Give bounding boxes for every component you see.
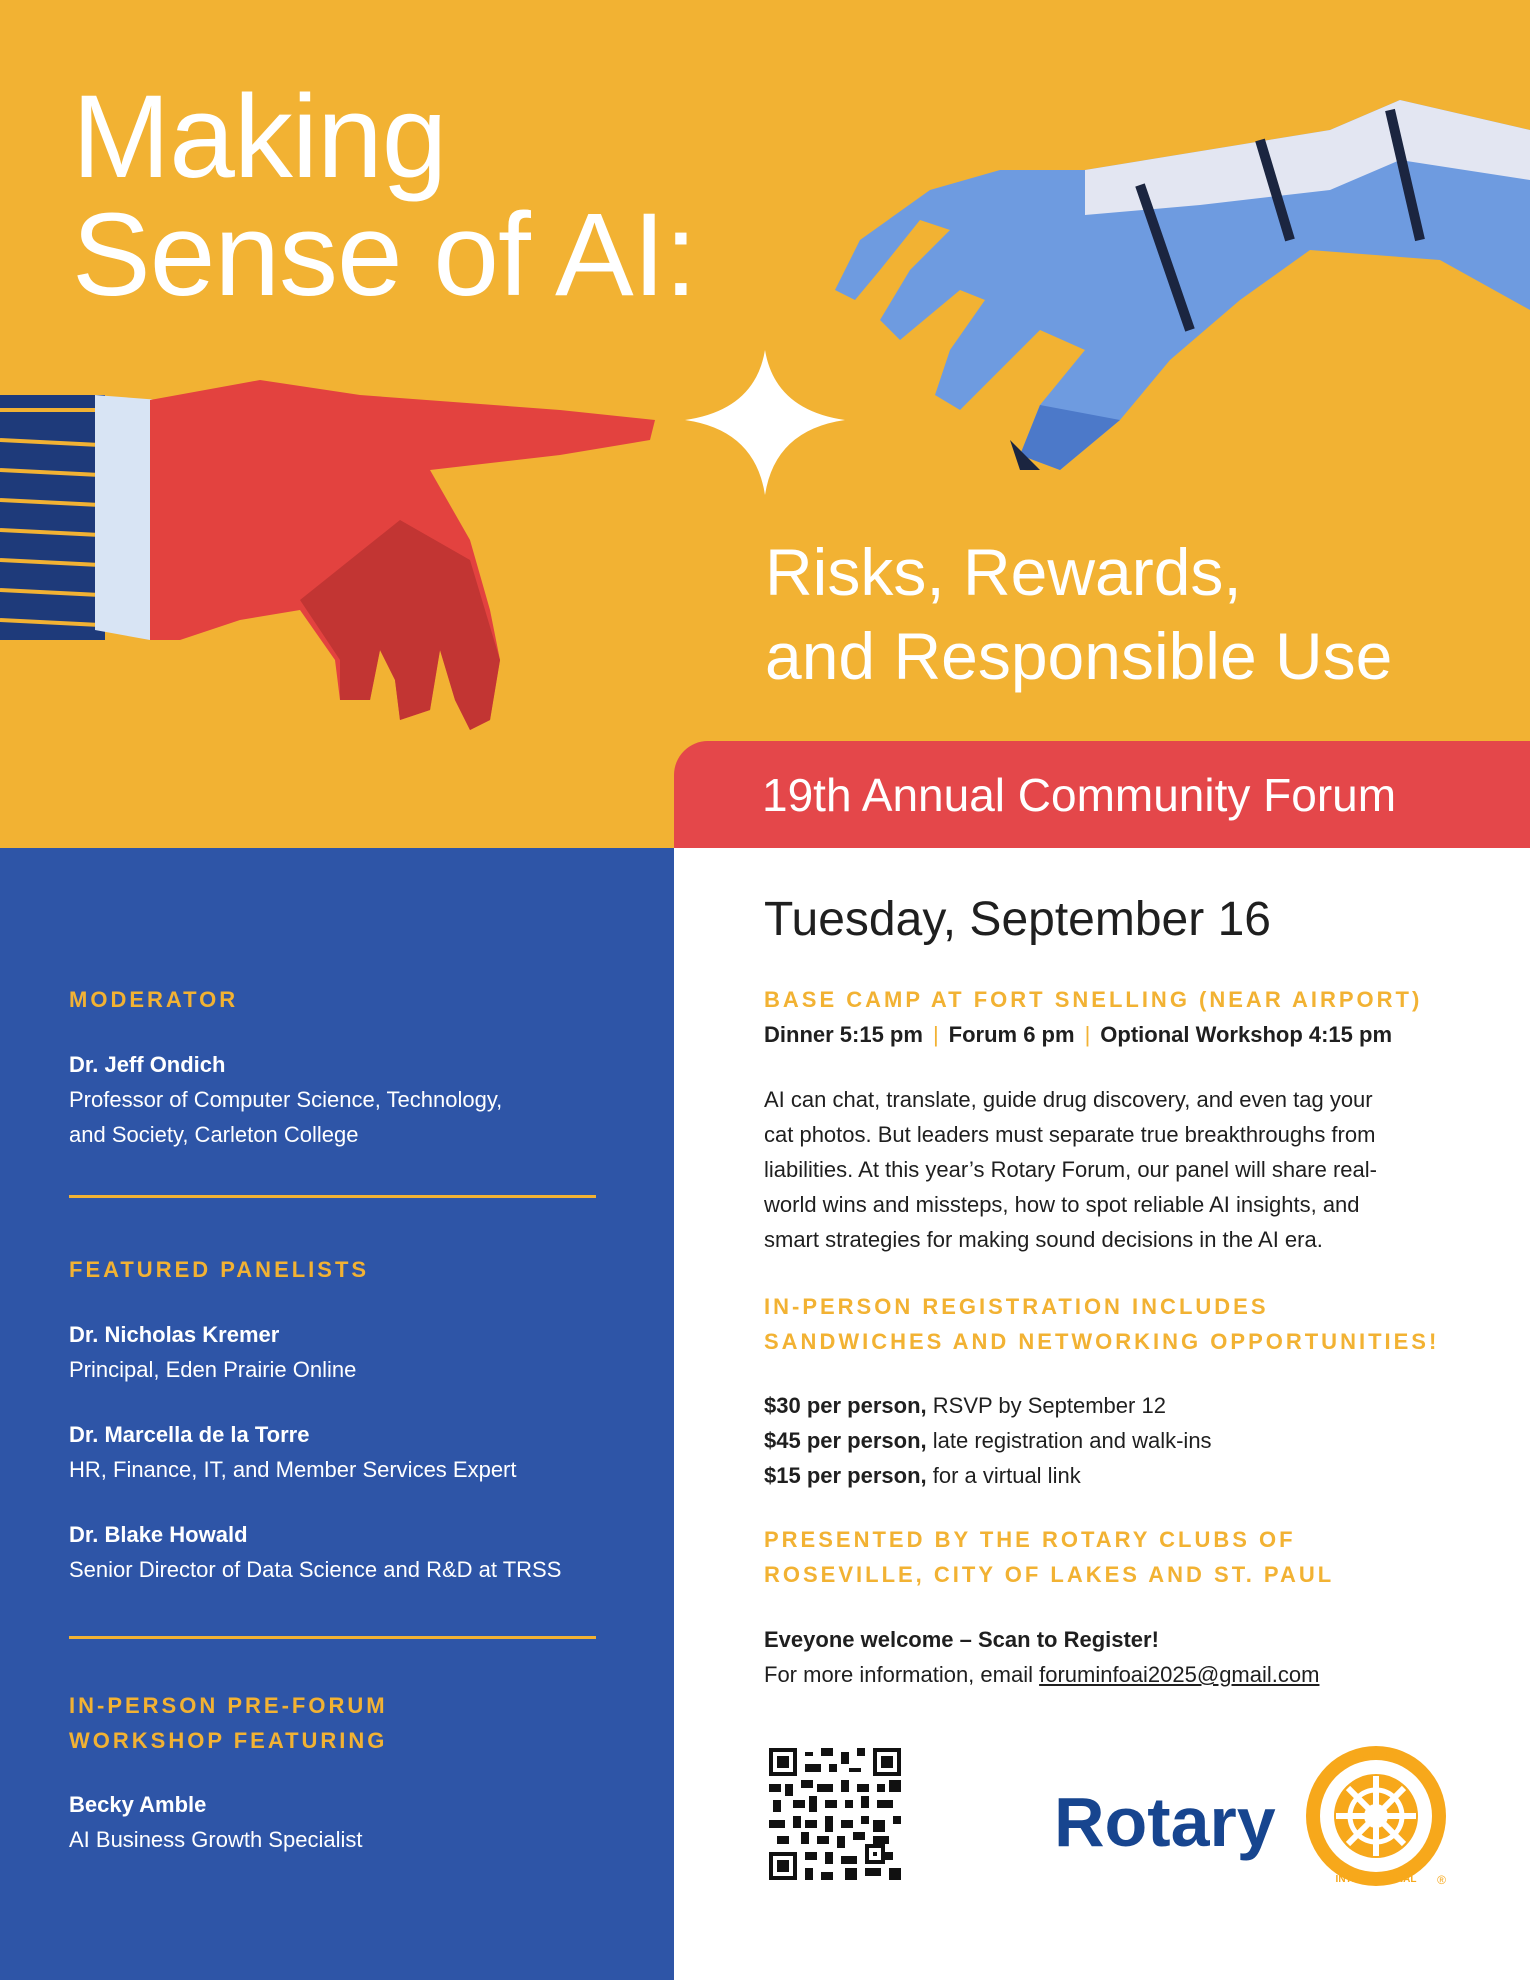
moderator-name: Dr. Jeff Ondich	[69, 1052, 226, 1077]
divider	[69, 1636, 596, 1639]
schedule-dinner: Dinner 5:15 pm	[764, 1022, 923, 1047]
rotary-ring-top: ROTARY	[1353, 1749, 1399, 1761]
workshop-presenter-name: Becky Amble	[69, 1792, 207, 1817]
presented-by-line-2: ROSEVILLE, CITY OF LAKES AND ST. PAUL	[764, 1562, 1335, 1587]
presented-by-line-1: PRESENTED BY THE ROTARY CLUBS OF	[764, 1527, 1296, 1552]
robot-hand-icon	[835, 100, 1530, 470]
divider	[69, 1195, 596, 1198]
subtitle-line-1: Risks, Rewards,	[765, 535, 1242, 609]
description-line: smart strategies for making sound decisions in the AI era.	[764, 1227, 1323, 1252]
sparkle-icon	[685, 350, 845, 495]
forum-banner	[674, 741, 1530, 848]
subtitle	[765, 530, 1392, 698]
title-line-1: Making	[72, 71, 447, 203]
event-date: Tuesday, September 16	[764, 893, 1271, 946]
price-line	[764, 1423, 1212, 1458]
panelist-name: Dr. Nicholas Kremer	[69, 1322, 280, 1347]
event-description	[764, 1082, 1464, 1257]
price-line	[764, 1458, 1081, 1493]
register-cta: Eveyone welcome – Scan to Register!	[764, 1627, 1159, 1652]
rotary-logo	[1054, 1738, 1454, 1888]
panelist-role: Principal, Eden Prairie Online	[69, 1357, 357, 1382]
subtitle-line-2: and Responsible Use	[765, 619, 1393, 693]
price-amount: $15 per person,	[764, 1463, 927, 1488]
panelist-role: HR, Finance, IT, and Member Services Expert	[69, 1457, 517, 1482]
banner-text: 19th Annual Community Forum	[762, 769, 1397, 821]
schedule-forum: Forum 6 pm	[948, 1022, 1075, 1047]
main-title	[72, 71, 697, 321]
contact-prefix: For more information, email	[764, 1662, 1040, 1687]
contact-info	[764, 1657, 1319, 1692]
price-detail: late registration and walk-ins	[926, 1428, 1212, 1453]
registered-mark: ®	[1437, 1873, 1446, 1887]
panelist-role: Senior Director of Data Science and R&D at TRSS	[69, 1557, 562, 1582]
price-amount: $30 per person,	[764, 1393, 927, 1418]
description-line: liabilities. At this year’s Rotary Forum, our panel will share real-	[764, 1157, 1377, 1182]
pointing-hand-icon	[0, 380, 655, 730]
schedule-workshop: Optional Workshop 4:15 pm	[1100, 1022, 1393, 1047]
panelists-heading: FEATURED PANELISTS	[69, 1257, 370, 1282]
moderator-role-line-2: and Society, Carleton College	[69, 1122, 359, 1147]
rotary-wheel-icon	[1306, 1746, 1446, 1886]
registration-heading-line-1: IN-PERSON REGISTRATION INCLUDES	[764, 1294, 1269, 1319]
schedule-line	[764, 1017, 1392, 1052]
price-amount: $45 per person,	[764, 1428, 927, 1453]
panelist-name: Dr. Marcella de la Torre	[69, 1422, 310, 1447]
schedule-separator: |	[932, 1022, 939, 1047]
panelist-name: Dr. Blake Howald	[69, 1522, 248, 1547]
workshop-heading-line-1: IN-PERSON PRE-FORUM	[69, 1693, 388, 1718]
venue-heading: BASE CAMP AT FORT SNELLING (NEAR AIRPORT)	[764, 987, 1423, 1012]
price-detail: RSVP by September 12	[926, 1393, 1166, 1418]
event-details-panel	[674, 848, 1530, 1980]
hero-section	[0, 0, 1530, 848]
qr-code-icon[interactable]	[769, 1748, 901, 1880]
description-line: cat photos. But leaders must separate true breakthroughs from	[764, 1122, 1376, 1147]
price-line	[764, 1388, 1166, 1423]
rotary-wordmark: Rotary	[1054, 1783, 1276, 1861]
title-line-2: Sense of AI:	[72, 189, 697, 321]
description-line: AI can chat, translate, guide drug discovery, and even tag your	[764, 1087, 1373, 1112]
description-line: world wins and missteps, how to spot reliable AI insights, and	[764, 1192, 1360, 1217]
moderator-heading: MODERATOR	[69, 987, 239, 1012]
speakers-panel	[0, 848, 674, 1980]
rotary-ring-bottom: INTERNATIONAL	[1335, 1874, 1417, 1885]
moderator-role-line-1: Professor of Computer Science, Technology,	[69, 1087, 503, 1112]
schedule-separator: |	[1084, 1022, 1091, 1047]
price-detail: for a virtual link	[926, 1463, 1081, 1488]
workshop-heading-line-2: WORKSHOP FEATURING	[69, 1728, 388, 1753]
email-link[interactable]: foruminfoai2025@gmail.com	[1039, 1662, 1320, 1687]
workshop-presenter-role: AI Business Growth Specialist	[69, 1827, 363, 1852]
registration-heading-line-2: SANDWICHES AND NETWORKING OPPORTUNITIES!	[764, 1329, 1440, 1354]
